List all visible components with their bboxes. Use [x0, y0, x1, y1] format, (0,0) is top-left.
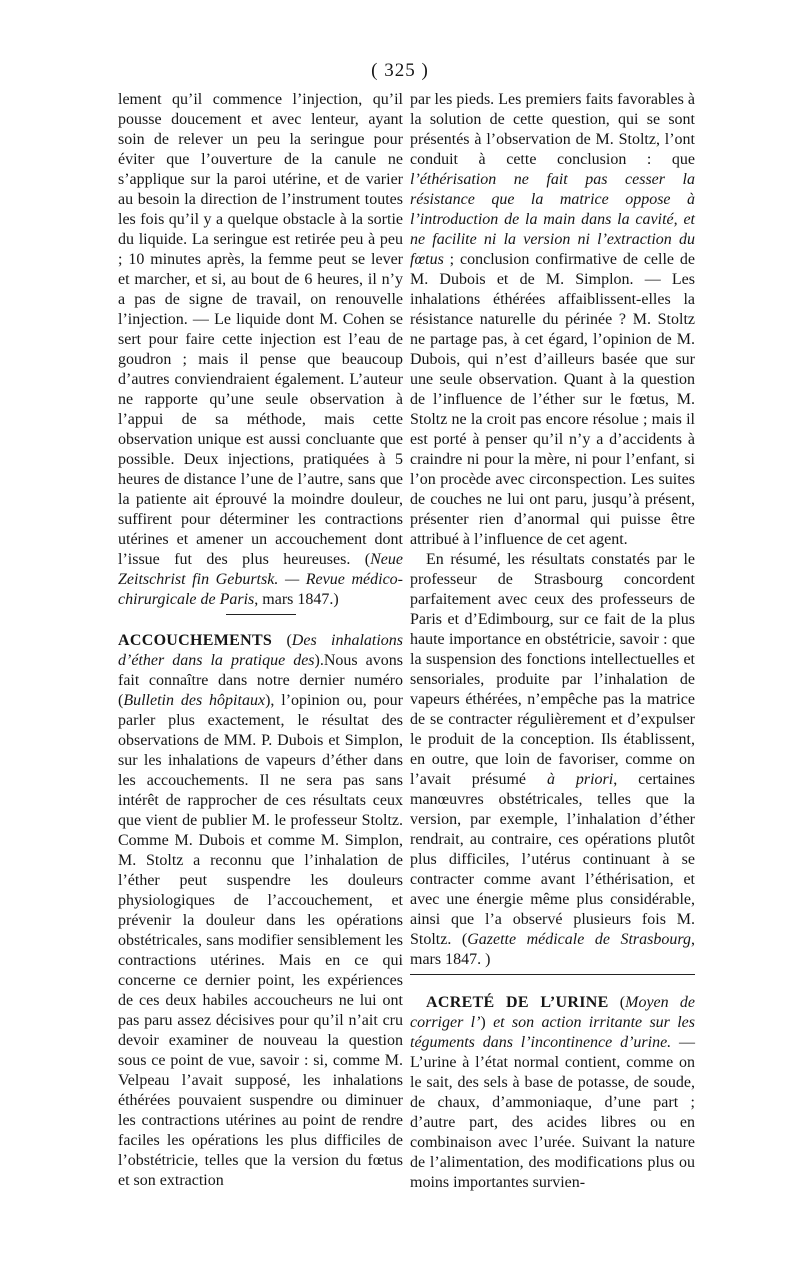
accouchements-body: ), l’opinion ou, pour parler plus exactement, le résultat des observations de MM. P. Dubois et Simplon, sur les inhalations de vapeurs d’éther dans les accouchements. Il ne sera pas sans intérêt de rapprocher de ces résultats ceux que vient de publier M. le professeur Stoltz. Comme M. Dubois et comme M. Simplon, M. Stoltz a reconnu que l’inhalation de l’éther peut suspendre les douleurs physiologiques de l’accouchement, et prévenir la douleur dans les opérations obstétricales, sans modifier sensiblement les contractions utérines. Mais en ce qui concerne ce dernier point, les expériences de ces deux habiles accoucheurs ne lui ont pas paru assez décisives pour qu’il n’ait cru devoir examiner de nouveau la question sous ce point de vue, savoir : si, comme M. Velpeau l’avait supposé, les inhalations éthérées pouvaient suspendre ou diminuer les contractions utérines au point de rendre faciles les opérations les plus difficiles de l’obstétricie, telles que la version du fœtus et son extraction	[118, 692, 403, 1189]
left-para1-source: Neue Zeitschrist fin Geburtsk. — Revue médico-chirurgicale de Paris	[118, 551, 403, 608]
acrete-subtitle-1: Moyen de corriger l’	[410, 994, 695, 1031]
acrete-urine-heading: ACRETÉ DE L’URINE	[426, 994, 609, 1011]
right-column	[410, 90, 695, 1193]
right-para1-text-a: par les pieds. Les premiers faits favorables à la solution de cette question, qui se sont présentés à l’observation de M. Stoltz, l’ont conduit à cette conclusion : que	[410, 91, 695, 168]
acrete-urine-article	[410, 993, 695, 1193]
accouchements-subtitle: Des inhalations d’éther dans la pratique des	[118, 632, 404, 669]
left-para1-text: lement qu’il commence l’injection, qu’il pousse doucement et avec lenteur, ayant soin de relever un peu la seringue pour éviter que l’ouverture de la canule ne s’applique sur la paroi utérine, et de varier au besoin la direction de l’instrument toutes les fois qu’il y a quelque obstacle à la sortie du liquide. La seringue est retirée peu à peu ; 10 minutes après, la femme peut se lever et marcher, et si, au bout de 6 heures, il n’y a pas de signe de travail, on renouvelle l’injection. — Le liquide dont M. Cohen se sert pour faire cette injection est l’eau de goudron ; mais il pense que beaucoup d’autres conviendraient également. L’auteur ne rapporte qu’une seule observation à l’appui de sa méthode, mais cette observation unique est aussi concluante que possible. Deux injections, pratiquées à 5 heures de distance l’une de l’autre, sans que la patiente ait éprouvé la moindre douleur, suffirent pour déterminer les contractions utérines et amener un accouchement dont l’issue fut des plus heureuses. (	[118, 91, 403, 568]
accouchements-subtitle-close: ).	[314, 652, 324, 669]
left-para1-date: , mars 1847.)	[254, 591, 339, 608]
right-paragraph-1	[410, 90, 695, 550]
right-para2-text-a: En résumé, les résultats constatés par le professeur de Strasbourg concordent parfaitement avec ceux des professeurs de Paris et d’Edimbourg, sur ce fait de la plus haute importance en obstétricie, savoir : que la suspension des fonctions intellectuelles et sensoriales, produite par l’inhalation de vapeurs éthérées, n’empêche pas la matrice de se contracter régulièrement et d’expulser le produit de la conception. Ils établissent, en outre, que loin de favoriser, comme on l’avait présumé	[410, 551, 695, 788]
section-divider	[226, 614, 296, 615]
left-paragraph-continued	[118, 90, 403, 610]
right-paragraph-2	[410, 550, 695, 970]
accouchements-heading: ACCOUCHEMENTS	[118, 632, 273, 649]
page-number: ( 325 )	[371, 60, 429, 81]
acrete-subtitle-2: et son action irritante sur les téguments dans l’incontinence d’urine.	[410, 1014, 695, 1051]
acrete-body: — L’urine à l’état normal contient, comme on le sait, des sels à base de potasse, de soude, de chaux, d’ammoniaque, d’une part ; d’autre part, des acides libres ou en combinaison avec l’urée. Suivant la nature de l’alimentation, des modifications plus ou moins importantes survien-	[410, 1034, 696, 1191]
accouchements-body-start: Nous avons fait connaître dans notre dernier numéro (	[118, 652, 404, 709]
section-divider-wide	[410, 974, 695, 975]
right-para2-text-b: , certaines manœuvres obstétricales, telles que la version, par exemple, l’inhalation d’éther rendrait, au contraire, ces opérations plutôt plus difficiles, l’utérus continuant à se contracter comme avant l’éthérisation, et avec une énergie même plus considérable, ainsi que l’a observé plusieurs fois M. Stoltz. (	[410, 771, 695, 948]
right-para1-text-b: ; conclusion confirmative de celle de M. Dubois et de M. Simplon. — Les inhalations éthérées affaiblissent-elles la résistance naturelle du périnée ? M. Stoltz ne partage pas, à cet égard, l’opinion de M. Dubois, qui n’est d’ailleurs basée que sur une seule observation. Quant à la question de l’influence de l’éther sur le fœtus, M. Stoltz ne la croit pas encore résolue ; mais il est porté à penser qu’il n’y a d’accidents à craindre ni pour la mère, ni pour l’enfant, si l’on procède avec circonspection. Les suites de couches ne lui ont paru, jusqu’à présent, présenter rien d’anormal qui puisse être attribué à l’influence de cet agent.	[410, 251, 695, 548]
right-para2-italic: à priori	[546, 771, 614, 788]
acrete-close-paren: )	[480, 1014, 486, 1031]
left-column	[118, 90, 403, 1191]
accouchements-subtitle-open: (	[272, 632, 292, 649]
acrete-open-paren: (	[608, 994, 626, 1011]
bulletin-reference: Bulletin des hôpitaux	[123, 692, 266, 709]
right-para2-date: , mars 1847. )	[410, 931, 695, 968]
accouchements-article	[118, 631, 403, 1191]
right-para1-italic: l’éthérisation ne fait pas cesser la résistance que la matrice oppose à l’introduction de la main dans la cavité, et ne facilite ni la version ni l’extraction du fœtus	[410, 171, 695, 268]
right-para2-source: Gazette médicale de Strasbourg	[467, 931, 691, 948]
